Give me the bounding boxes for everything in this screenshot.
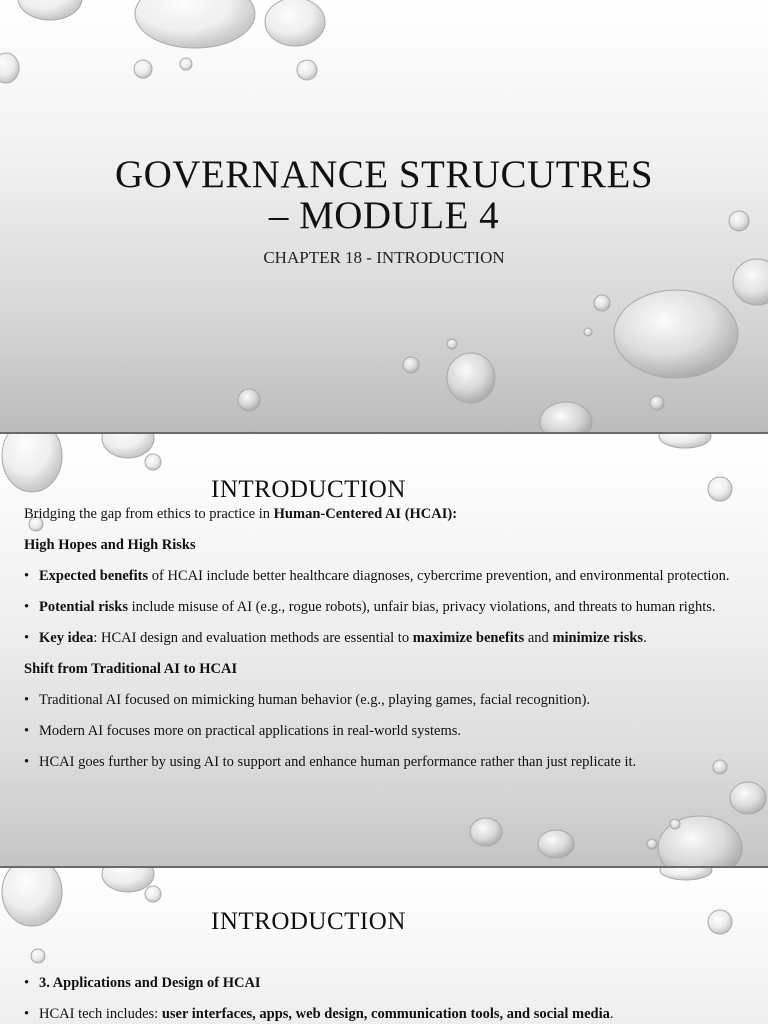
- bullet-item: • 3. Applications and Design of HCAI: [24, 972, 744, 994]
- introduction-slide-2: [0, 868, 768, 1024]
- title-slide: [0, 0, 768, 432]
- section-title: INTRODUCTION: [211, 908, 406, 935]
- slide-body: [24, 503, 744, 782]
- bullet-item: • Modern AI focuses more on practical applications in real-world systems.: [24, 720, 744, 742]
- slide-title-line2: – MODULE 4: [268, 194, 500, 237]
- slide-body: [24, 972, 744, 1024]
- bullet-item: • HCAI goes further by using AI to support and enhance human performance rather than just replicate it.: [24, 751, 744, 773]
- section-heading: High Hopes and High Risks: [24, 537, 196, 553]
- slide-title-line1: GOVERNANCE STRUCUTRES: [114, 153, 654, 196]
- section-heading: Shift from Traditional AI to HCAI: [24, 661, 238, 677]
- section-title: INTRODUCTION: [211, 476, 406, 503]
- bullet-item: • Expected benefits of HCAI include better healthcare diagnoses, cybercrime prevention, and environmental protection.: [24, 565, 744, 587]
- slide-subtitle: CHAPTER 18 - INTRODUCTION: [263, 248, 505, 267]
- bullet-item: • Key idea: HCAI design and evaluation methods are essential to maximize benefits and minimize risks.: [24, 627, 744, 649]
- bullet-item: • Potential risks include misuse of AI (e.g., rogue robots), unfair bias, privacy violations, and threats to human rights.: [24, 596, 744, 618]
- bullet-item: • Traditional AI focused on mimicking human behavior (e.g., playing games, facial recognition).: [24, 689, 744, 711]
- slide-title: [0, 154, 768, 236]
- intro-line: Bridging the gap from ethics to practice in Human-Centered AI (HCAI):: [24, 506, 458, 522]
- bullet-item: • HCAI tech includes: user interfaces, apps, web design, communication tools, and social media.: [24, 1003, 744, 1024]
- introduction-slide: [0, 434, 768, 866]
